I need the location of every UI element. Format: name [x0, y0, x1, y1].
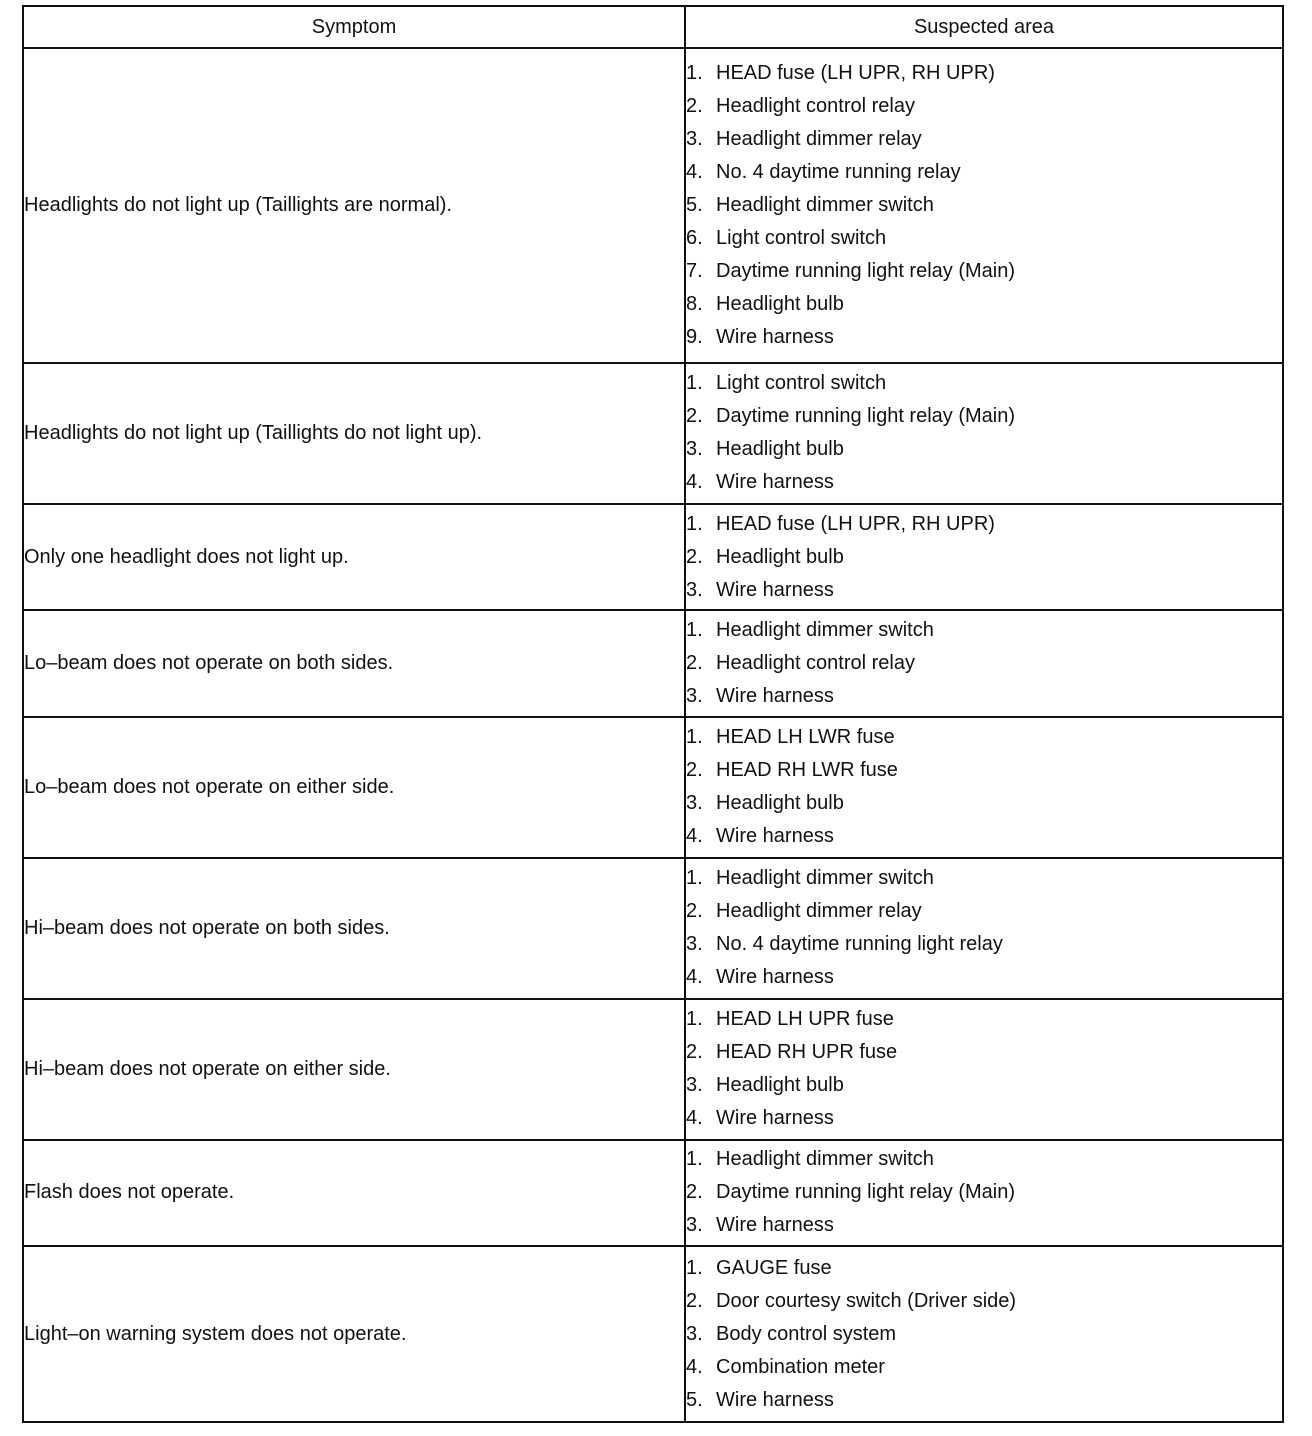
item-number: 1.	[686, 1008, 703, 1031]
suspected-area-item	[686, 189, 1282, 222]
suspected-area-cell	[685, 363, 1283, 504]
suspected-area-list	[686, 1143, 1282, 1242]
suspected-area-item	[686, 680, 1282, 713]
item-number: 3.	[686, 1214, 703, 1237]
item-text: Body control system	[716, 1322, 897, 1345]
item-text: Headlight bulb	[716, 438, 844, 461]
suspected-area-cell	[685, 610, 1283, 716]
table-row	[23, 504, 1283, 610]
item-number: 1.	[686, 1256, 703, 1279]
suspected-area-cell	[685, 504, 1283, 610]
suspected-area-item	[686, 574, 1282, 607]
table-row	[23, 717, 1283, 858]
item-number: 2.	[686, 545, 703, 568]
suspected-area-item	[686, 90, 1282, 123]
item-number: 3.	[686, 438, 703, 461]
suspected-area-item	[686, 614, 1282, 647]
item-number: 3.	[686, 792, 703, 815]
table-row	[23, 858, 1283, 999]
suspected-area-cell	[685, 48, 1283, 363]
symptom-cell: Lo–beam does not operate on either side.	[23, 717, 685, 858]
table-row	[23, 48, 1283, 363]
suspected-area-item	[686, 123, 1282, 156]
suspected-area-list	[686, 57, 1282, 354]
symptom-column-header: Symptom	[23, 6, 685, 48]
item-number: 4.	[686, 825, 703, 848]
table-row	[23, 1140, 1283, 1246]
suspected-area-item	[686, 1384, 1282, 1417]
item-text: Door courtesy switch (Driver side)	[716, 1289, 1017, 1312]
item-text: Wire harness	[716, 825, 834, 848]
suspected-area-item	[686, 787, 1282, 820]
item-text: Headlight dimmer relay	[716, 900, 922, 923]
item-number: 4.	[686, 1355, 703, 1378]
item-text: GAUGE fuse	[716, 1256, 832, 1279]
item-number: 2.	[686, 1181, 703, 1204]
symptom-cell: Light–on warning system does not operate.	[23, 1246, 685, 1422]
item-number: 1.	[686, 618, 703, 641]
item-text: HEAD RH LWR fuse	[716, 759, 898, 782]
item-text: Headlight bulb	[716, 292, 844, 315]
suspected-area-item	[686, 820, 1282, 853]
item-number: 3.	[686, 578, 703, 601]
item-number: 4.	[686, 966, 703, 989]
item-number: 9.	[686, 325, 703, 348]
suspected-area-item	[686, 647, 1282, 680]
suspected-area-item	[686, 895, 1282, 928]
symptom-cell: Hi–beam does not operate on both sides.	[23, 858, 685, 999]
suspected-area-cell	[685, 858, 1283, 999]
suspected-area-item	[686, 1252, 1282, 1285]
suspected-area-column-header: Suspected area	[685, 6, 1283, 48]
item-number: 2.	[686, 900, 703, 923]
item-text: Headlight dimmer switch	[716, 193, 934, 216]
item-text: No. 4 daytime running relay	[716, 160, 961, 183]
item-text: No. 4 daytime running light relay	[716, 933, 1003, 956]
suspected-area-cell	[685, 999, 1283, 1140]
item-number: 2.	[686, 94, 703, 117]
table-row	[23, 1246, 1283, 1422]
item-text: Wire harness	[716, 471, 834, 494]
troubleshooting-sheet	[22, 5, 1282, 1423]
suspected-area-item	[686, 508, 1282, 541]
item-number: 2.	[686, 405, 703, 428]
item-text: Headlight control relay	[716, 651, 915, 674]
suspected-area-list	[686, 508, 1282, 607]
item-number: 7.	[686, 259, 703, 282]
item-text: Wire harness	[716, 325, 834, 348]
symptom-cell: Only one headlight does not light up.	[23, 504, 685, 610]
item-text: Combination meter	[716, 1355, 885, 1378]
item-text: Wire harness	[716, 684, 834, 707]
suspected-area-item	[686, 928, 1282, 961]
suspected-area-list	[686, 367, 1282, 499]
item-number: 1.	[686, 61, 703, 84]
item-text: Headlight dimmer relay	[716, 127, 922, 150]
item-number: 3.	[686, 1074, 703, 1097]
item-text: Headlight dimmer switch	[716, 618, 934, 641]
item-text: Wire harness	[716, 1107, 834, 1130]
suspected-area-item	[686, 57, 1282, 90]
item-number: 2.	[686, 651, 703, 674]
suspected-area-item	[686, 1143, 1282, 1176]
suspected-area-cell	[685, 1140, 1283, 1246]
item-text: Headlight dimmer switch	[716, 867, 934, 890]
item-number: 4.	[686, 471, 703, 494]
item-number: 2.	[686, 759, 703, 782]
suspected-area-item	[686, 466, 1282, 499]
suspected-area-list	[686, 721, 1282, 853]
suspected-area-item	[686, 433, 1282, 466]
symptom-cell: Flash does not operate.	[23, 1140, 685, 1246]
item-number: 1.	[686, 1148, 703, 1171]
item-text: HEAD fuse (LH UPR, RH UPR)	[716, 61, 995, 84]
item-number: 4.	[686, 160, 703, 183]
item-number: 6.	[686, 226, 703, 249]
suspected-area-item	[686, 862, 1282, 895]
item-text: HEAD LH LWR fuse	[716, 726, 895, 749]
table-row	[23, 999, 1283, 1140]
table-row	[23, 610, 1283, 716]
header-row	[23, 6, 1283, 48]
item-text: Headlight control relay	[716, 94, 915, 117]
item-text: HEAD fuse (LH UPR, RH UPR)	[716, 512, 995, 535]
suspected-area-cell	[685, 1246, 1283, 1422]
item-number: 2.	[686, 1041, 703, 1064]
item-text: Daytime running light relay (Main)	[716, 1181, 1016, 1204]
item-text: Daytime running light relay (Main)	[716, 259, 1016, 282]
item-number: 5.	[686, 193, 703, 216]
suspected-area-item	[686, 222, 1282, 255]
suspected-area-item	[686, 1176, 1282, 1209]
suspected-area-item	[686, 961, 1282, 994]
item-number: 1.	[686, 372, 703, 395]
item-text: Daytime running light relay (Main)	[716, 405, 1016, 428]
item-number: 5.	[686, 1388, 703, 1411]
item-number: 2.	[686, 1289, 703, 1312]
item-number: 8.	[686, 292, 703, 315]
item-text: Headlight bulb	[716, 545, 844, 568]
suspected-area-item	[686, 1069, 1282, 1102]
item-number: 1.	[686, 512, 703, 535]
item-text: Light control switch	[716, 372, 887, 395]
table-body	[23, 48, 1283, 1422]
item-text: Headlight bulb	[716, 1074, 844, 1097]
item-text: HEAD LH UPR fuse	[716, 1008, 894, 1031]
item-text: Light control switch	[716, 226, 887, 249]
suspected-area-cell	[685, 717, 1283, 858]
suspected-area-item	[686, 1318, 1282, 1351]
symptom-cell: Hi–beam does not operate on either side.	[23, 999, 685, 1140]
suspected-area-list	[686, 862, 1282, 994]
suspected-area-item	[686, 1036, 1282, 1069]
item-number: 3.	[686, 1322, 703, 1345]
troubleshooting-table	[22, 5, 1284, 1423]
item-number: 4.	[686, 1107, 703, 1130]
symptom-cell: Headlights do not light up (Taillights do not light up).	[23, 363, 685, 504]
item-number: 1.	[686, 726, 703, 749]
suspected-area-item	[686, 1209, 1282, 1242]
suspected-area-item	[686, 288, 1282, 321]
suspected-area-item	[686, 367, 1282, 400]
suspected-area-item	[686, 721, 1282, 754]
table-row	[23, 363, 1283, 504]
item-text: Wire harness	[716, 1214, 834, 1237]
item-text: Headlight bulb	[716, 792, 844, 815]
suspected-area-item	[686, 156, 1282, 189]
suspected-area-item	[686, 400, 1282, 433]
suspected-area-item	[686, 255, 1282, 288]
item-number: 3.	[686, 684, 703, 707]
suspected-area-list	[686, 1003, 1282, 1135]
suspected-area-item	[686, 1003, 1282, 1036]
suspected-area-item	[686, 1285, 1282, 1318]
item-number: 1.	[686, 867, 703, 890]
suspected-area-item	[686, 1102, 1282, 1135]
suspected-area-item	[686, 321, 1282, 354]
item-text: Wire harness	[716, 578, 834, 601]
item-text: Wire harness	[716, 966, 834, 989]
item-text: Wire harness	[716, 1388, 834, 1411]
suspected-area-item	[686, 541, 1282, 574]
item-text: HEAD RH UPR fuse	[716, 1041, 898, 1064]
suspected-area-list	[686, 614, 1282, 713]
item-number: 3.	[686, 933, 703, 956]
item-number: 3.	[686, 127, 703, 150]
suspected-area-item	[686, 754, 1282, 787]
suspected-area-list	[686, 1252, 1282, 1417]
symptom-cell: Lo–beam does not operate on both sides.	[23, 610, 685, 716]
suspected-area-item	[686, 1351, 1282, 1384]
item-text: Headlight dimmer switch	[716, 1148, 934, 1171]
symptom-cell: Headlights do not light up (Taillights are normal).	[23, 48, 685, 363]
